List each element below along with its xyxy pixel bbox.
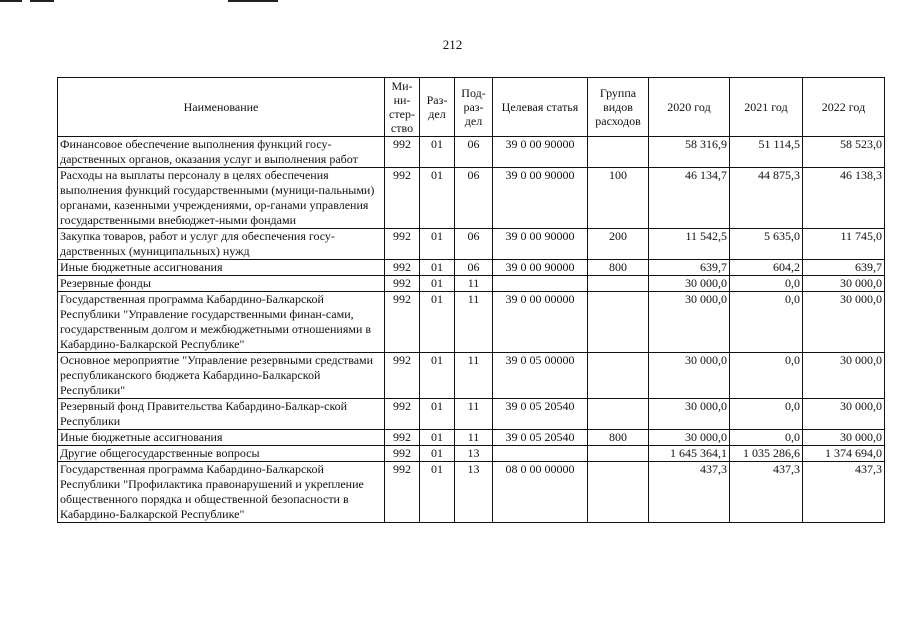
row-expense-group [588,292,649,353]
row-ministry: 992 [385,462,420,523]
table-row [58,276,885,292]
row-2020: 30 000,0 [649,353,730,399]
row-expense-group: 100 [588,168,649,229]
row-2021: 604,2 [730,260,803,276]
row-2022: 46 138,3 [803,168,885,229]
row-section: 01 [420,292,455,353]
header-target: Целевая статья [493,78,588,137]
row-2020: 11 542,5 [649,229,730,260]
row-name: Иные бюджетные ассигнования [58,260,385,276]
row-target: 39 0 00 90000 [493,260,588,276]
row-2022: 30 000,0 [803,399,885,430]
row-2022: 30 000,0 [803,353,885,399]
row-subsection: 06 [455,168,493,229]
row-expense-group [588,399,649,430]
row-name: Основное мероприятие "Управление резервными средствами республиканского бюджета Кабардино-Балкарской Республики" [58,353,385,399]
row-2020: 30 000,0 [649,292,730,353]
row-2021: 0,0 [730,430,803,446]
row-expense-group [588,446,649,462]
row-ministry: 992 [385,430,420,446]
row-name: Иные бюджетные ассигнования [58,430,385,446]
row-section: 01 [420,260,455,276]
row-section: 01 [420,430,455,446]
header-2020: 2020 год [649,78,730,137]
row-expense-group: 800 [588,260,649,276]
row-ministry: 992 [385,168,420,229]
row-expense-group [588,137,649,168]
row-section: 01 [420,229,455,260]
row-target: 08 0 00 00000 [493,462,588,523]
page-number: 212 [442,37,463,52]
row-2021: 1 035 286,6 [730,446,803,462]
row-target: 39 0 05 20540 [493,399,588,430]
row-2020: 46 134,7 [649,168,730,229]
row-target [493,446,588,462]
table-row [58,430,885,446]
table-row [58,353,885,399]
row-ministry: 992 [385,260,420,276]
header-row [58,78,885,137]
row-name: Другие общегосударственные вопросы [58,446,385,462]
table-row [58,137,885,168]
row-2021: 44 875,3 [730,168,803,229]
row-section: 01 [420,446,455,462]
row-ministry: 992 [385,137,420,168]
scan-mark [228,0,278,2]
header-subsection: Под-раз-дел [455,78,493,137]
row-ministry: 992 [385,446,420,462]
row-expense-group [588,353,649,399]
row-name: Резервные фонды [58,276,385,292]
row-subsection: 11 [455,276,493,292]
row-ministry: 992 [385,292,420,353]
row-target: 39 0 05 20540 [493,430,588,446]
row-2022: 437,3 [803,462,885,523]
table-row [58,292,885,353]
header-name: Наименование [58,78,385,137]
row-subsection: 11 [455,399,493,430]
row-section: 01 [420,168,455,229]
row-2022: 30 000,0 [803,292,885,353]
row-subsection: 06 [455,229,493,260]
row-section: 01 [420,137,455,168]
row-section: 01 [420,462,455,523]
row-name: Государственная программа Кабардино-Балкарской Республики "Управление государственными финан-сами, государственным долгом и межбюджетными отношениями в Кабардино-Балкарской Республике" [58,292,385,353]
row-expense-group: 200 [588,229,649,260]
header-section: Раз-дел [420,78,455,137]
row-2021: 5 635,0 [730,229,803,260]
row-2022: 30 000,0 [803,276,885,292]
row-subsection: 06 [455,260,493,276]
row-name: Государственная программа Кабардино-Балкарской Республики "Профилактика правонарушений и укрепление общественного порядка и общественной безопасности в Кабардино-Балкарской Республике" [58,462,385,523]
row-target [493,276,588,292]
header-expense-group: Группа видов расходов [588,78,649,137]
scan-mark [30,0,54,2]
row-target: 39 0 00 90000 [493,168,588,229]
row-2020: 437,3 [649,462,730,523]
row-ministry: 992 [385,229,420,260]
row-2022: 1 374 694,0 [803,446,885,462]
row-2020: 30 000,0 [649,430,730,446]
row-section: 01 [420,353,455,399]
row-ministry: 992 [385,353,420,399]
row-subsection: 06 [455,137,493,168]
row-2021: 437,3 [730,462,803,523]
row-subsection: 11 [455,353,493,399]
row-section: 01 [420,399,455,430]
budget-table [57,77,885,523]
row-ministry: 992 [385,399,420,430]
row-name: Расходы на выплаты персоналу в целях обеспечения выполнения функций государственными (муници-пальными) органами, казенными учреждениями, ор-ганами управления государственными внебюджет-ными фондами [58,168,385,229]
row-target: 39 0 00 90000 [493,229,588,260]
row-2022: 58 523,0 [803,137,885,168]
header-2022: 2022 год [803,78,885,137]
row-2021: 0,0 [730,292,803,353]
row-2021: 51 114,5 [730,137,803,168]
row-subsection: 13 [455,446,493,462]
table-row [58,260,885,276]
row-2022: 11 745,0 [803,229,885,260]
row-target: 39 0 05 00000 [493,353,588,399]
row-section: 01 [420,276,455,292]
table-row [58,462,885,523]
table-row [58,399,885,430]
row-2020: 639,7 [649,260,730,276]
row-expense-group: 800 [588,430,649,446]
table-row [58,446,885,462]
row-expense-group [588,462,649,523]
row-expense-group [588,276,649,292]
row-name: Финансовое обеспечение выполнения функций госу-дарственных органов, оказания услуг и выполнения работ [58,137,385,168]
row-name: Закупка товаров, работ и услуг для обеспечения госу-дарственных (муниципальных) нужд [58,229,385,260]
row-2021: 0,0 [730,399,803,430]
table-row [58,168,885,229]
row-subsection: 11 [455,430,493,446]
row-2021: 0,0 [730,353,803,399]
row-2022: 30 000,0 [803,430,885,446]
row-target: 39 0 00 00000 [493,292,588,353]
header-2021: 2021 год [730,78,803,137]
row-2020: 1 645 364,1 [649,446,730,462]
row-name: Резервный фонд Правительства Кабардино-Балкар-ской Республики [58,399,385,430]
row-subsection: 13 [455,462,493,523]
scan-mark [0,0,22,2]
row-subsection: 11 [455,292,493,353]
row-2020: 30 000,0 [649,399,730,430]
row-2022: 639,7 [803,260,885,276]
header-ministry: Ми-ни-стер-ство [385,78,420,137]
row-target: 39 0 00 90000 [493,137,588,168]
table-row [58,229,885,260]
row-2020: 58 316,9 [649,137,730,168]
row-ministry: 992 [385,276,420,292]
row-2020: 30 000,0 [649,276,730,292]
row-2021: 0,0 [730,276,803,292]
